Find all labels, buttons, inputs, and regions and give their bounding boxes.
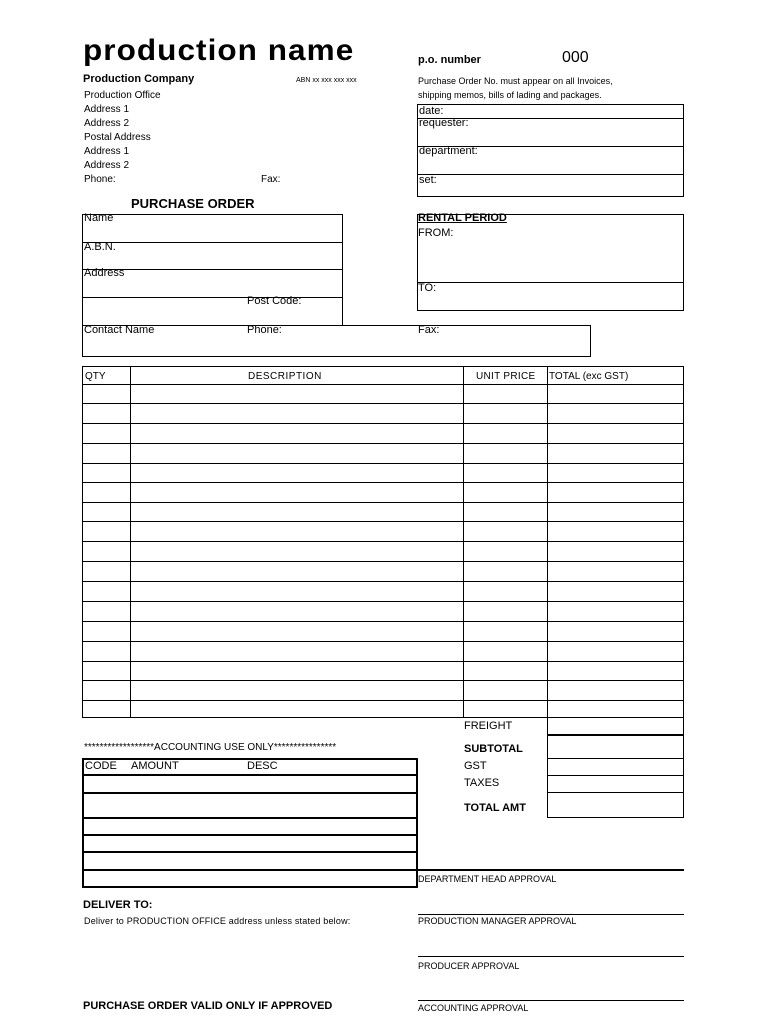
postal-address-line-2: Address 2: [84, 160, 130, 171]
item-row-divider: [82, 661, 684, 662]
qty-header: QTY: [85, 371, 106, 382]
po-number-value: 000: [562, 49, 589, 66]
phone-label: Phone:: [84, 174, 116, 185]
requester-field[interactable]: requester:: [419, 117, 469, 129]
item-row-divider: [82, 403, 684, 404]
deliver-to-note: Deliver to PRODUCTION OFFICE address unless stated below:: [84, 916, 351, 926]
item-row-divider: [82, 482, 684, 483]
totals-box: [547, 717, 684, 818]
item-row-divider: [82, 463, 684, 464]
contact-phone-field[interactable]: Phone:: [247, 324, 282, 336]
rental-from-field[interactable]: FROM:: [418, 227, 454, 239]
vendor-abn-field[interactable]: A.B.N.: [84, 241, 116, 253]
accounting-title: ******************ACCOUNTING USE ONLY****************: [84, 742, 337, 753]
set-field[interactable]: set:: [419, 174, 437, 186]
rental-to-field[interactable]: TO:: [418, 282, 437, 294]
taxes-label: TAXES: [464, 777, 500, 789]
item-row-divider: [82, 601, 684, 602]
po-note-line-2: shipping memos, bills of lading and packages.: [418, 90, 602, 100]
item-row-divider: [82, 521, 684, 522]
producer-approval: PRODUCER APPROVAL: [418, 961, 520, 971]
department-field[interactable]: department:: [419, 145, 478, 157]
accounting-amount-header: AMOUNT: [131, 760, 179, 772]
rental-period-title: RENTAL PERIOD: [418, 212, 507, 224]
accounting-approval: ACCOUNTING APPROVAL: [418, 1003, 529, 1013]
item-row-divider: [82, 700, 684, 701]
item-row-divider: [82, 541, 684, 542]
purchase-order-heading: PURCHASE ORDER: [131, 196, 255, 211]
po-number-label: p.o. number: [418, 54, 481, 66]
accounting-code-header: CODE: [85, 760, 117, 772]
contact-name-field[interactable]: Contact Name: [84, 324, 155, 336]
item-row-divider: [82, 621, 684, 622]
freight-label: FREIGHT: [464, 720, 513, 732]
item-row-divider: [82, 581, 684, 582]
gst-label: GST: [464, 760, 487, 772]
valid-if-approved-note: PURCHASE ORDER VALID ONLY IF APPROVED: [83, 1000, 333, 1012]
fax-label: Fax:: [261, 174, 281, 185]
item-row-divider: [82, 641, 684, 642]
subtotal-label: SUBTOTAL: [464, 743, 523, 755]
postal-address-line-1: Address 1: [84, 146, 130, 157]
rental-period-box: [417, 214, 684, 311]
abn-value: ABN xx xxx xxx xxx: [296, 77, 357, 84]
address-line-2: Address 2: [84, 118, 130, 129]
item-row-divider: [82, 384, 684, 385]
company-name: Production Company: [83, 73, 195, 85]
address-line-office: Production Office: [84, 90, 161, 101]
department-head-approval: DEPARTMENT HEAD APPROVAL: [418, 874, 557, 884]
post-code-field[interactable]: Post Code:: [247, 295, 302, 307]
unit-price-header: UNIT PRICE: [476, 371, 536, 382]
item-row-divider: [82, 443, 684, 444]
po-note-line-1: Purchase Order No. must appear on all Invoices,: [418, 76, 613, 86]
items-table: [82, 366, 684, 718]
accounting-desc-header: DESC: [247, 760, 278, 772]
deliver-to-title: DELIVER TO:: [83, 899, 153, 911]
item-row-divider: [82, 680, 684, 681]
postal-address-label: Postal Address: [84, 132, 151, 143]
production-title: production name: [83, 34, 355, 67]
vendor-name-field[interactable]: Name: [84, 212, 114, 224]
description-header: DESCRIPTION: [248, 371, 322, 382]
date-field[interactable]: date:: [419, 105, 444, 117]
production-manager-approval: PRODUCTION MANAGER APPROVAL: [418, 916, 577, 926]
contact-fax-field[interactable]: Fax:: [418, 324, 440, 336]
total-amt-label: TOTAL AMT: [464, 802, 526, 814]
item-row-divider: [82, 502, 684, 503]
item-row-divider: [82, 561, 684, 562]
vendor-address-field[interactable]: Address: [84, 267, 125, 279]
item-row-divider: [82, 423, 684, 424]
total-header: TOTAL (exc GST): [549, 371, 629, 382]
contact-box: [82, 325, 591, 357]
address-line-1: Address 1: [84, 104, 130, 115]
